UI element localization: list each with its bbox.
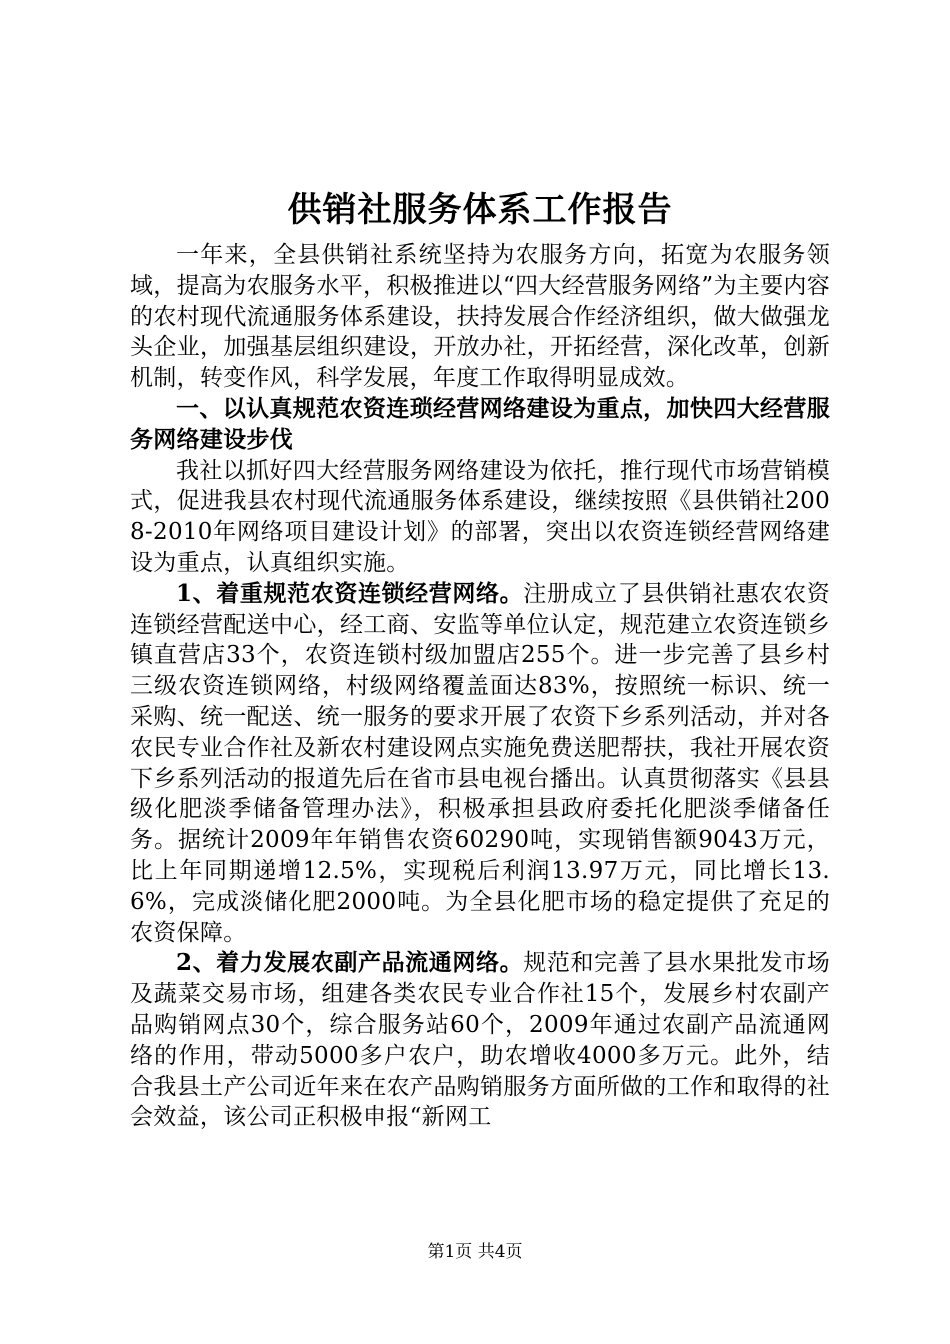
- item2-body: 规范和完善了县水果批发市场及蔬菜交易市场，组建各类农民专业合作社15个，发展乡村农副产品购销网点30个，综合服务站60个，2009年通过农副产品流通网络的作用，带动5000多户农户，助农增收4000多万元。此外，结合我县土产公司近年来在农产品购销服务方面所做的工作和取得的社会效益，该公司正积极申报“新网工: [130, 950, 830, 1131]
- section1-heading: 一、以认真规范农资连琐经营网络建设为重点，加快四大经营服务网络建设步伐: [130, 394, 830, 453]
- item1-lead: 1、着重规范农资连锁经营网络。: [176, 579, 524, 607]
- item2-paragraph: [130, 948, 830, 1133]
- item1-paragraph: [130, 579, 830, 949]
- item1-body: 注册成立了县供销社惠农农资连锁经营配送中心，经工商、安监等单位认定，规范建立农资连锁乡镇直营店33个，农资连锁村级加盟店255个。进一步完善了县乡村三级农资连锁网络，村级网络覆盖面达83%，按照统一标识、统一采购、统一配送、统一服务的要求开展了农资下乡系列活动，并对各农民专业合作社及新农村建设网点实施免费送肥帮扶，我社开展农资下乡系列活动的报道先后在省市县电视台播出。认真贯彻落实《县县级化肥淡季储备管理办法》，积极承担县政府委托化肥淡季储备任务。据统计2009年年销售农资60290吨，实现销售额9043万元，比上年同期递增12.5%，实现税后利润13.97万元，同比增长13.6%，完成淡储化肥2000吨。为全县化肥市场的稳定提供了充足的农资保障。: [130, 580, 830, 946]
- document-page: [130, 180, 830, 1133]
- intro-paragraph: 一年来，全县供销社系统坚持为农服务方向，拓宽为农服务领域，提高为农服务水平，积极推进以“四大经营服务网络”为主要内容的农村现代流通服务体系建设，扶持发展合作经济组织，做大做强龙头企业，加强基层组织建设，开放办社，开拓经营，深化改革，创新机制，转变作风，科学发展，年度工作取得明显成效。: [130, 242, 830, 392]
- page-footer: 第1页 共4页: [427, 1242, 523, 1262]
- section1-paragraph: 我社以抓好四大经营服务网络建设为依托，推行现代市场营销模式，促进我县农村现代流通服务体系建设，继续按照《县供销社2008-2010年网络项目建设计划》的部署，突出以农资连锁经营网络建设为重点，认真组织实施。: [130, 457, 830, 576]
- item2-lead: 2、着力发展农副产品流通网络。: [176, 949, 524, 977]
- document-title: 供销社服务体系工作报告: [287, 190, 673, 230]
